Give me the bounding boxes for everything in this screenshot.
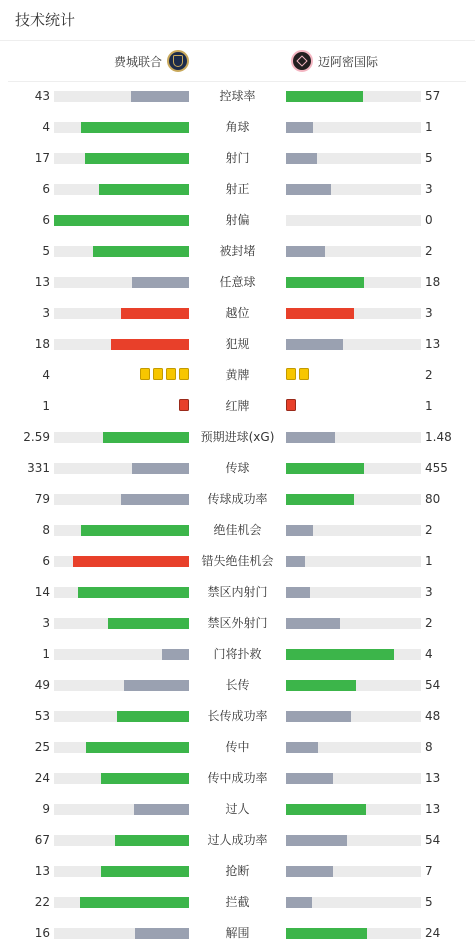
away-cards bbox=[286, 399, 296, 413]
away-stat-value: 3 bbox=[425, 306, 433, 320]
home-stat-bar-fill bbox=[85, 153, 189, 164]
yellow-card-icon bbox=[179, 368, 189, 380]
away-stat-value: 0 bbox=[425, 213, 433, 227]
home-stat-bar-fill bbox=[135, 928, 189, 939]
home-stat-bar-fill bbox=[115, 835, 189, 846]
home-stat-value: 25 bbox=[34, 740, 50, 754]
stat-row bbox=[0, 298, 475, 329]
away-stat-bar bbox=[286, 680, 421, 691]
stat-row bbox=[0, 81, 475, 112]
away-stat-bar-fill bbox=[286, 153, 317, 164]
home-stat-bar bbox=[54, 835, 189, 846]
away-stat-bar-fill bbox=[286, 618, 340, 629]
away-stat-bar-fill bbox=[286, 525, 313, 536]
home-stat-bar-fill bbox=[121, 494, 189, 505]
title-divider bbox=[0, 40, 475, 41]
home-stat-bar bbox=[54, 866, 189, 877]
yellow-card-icon bbox=[153, 368, 163, 380]
yellow-card-icon bbox=[286, 368, 296, 380]
stat-label: 抢断 bbox=[225, 864, 250, 878]
stat-label: 被封堵 bbox=[219, 244, 256, 258]
home-stat-bar bbox=[54, 184, 189, 195]
home-stat-value: 6 bbox=[42, 213, 50, 227]
home-stat-bar-fill bbox=[73, 556, 189, 567]
home-stat-bar-fill bbox=[81, 122, 189, 133]
stat-row bbox=[0, 360, 475, 391]
home-cards bbox=[140, 368, 189, 382]
stat-row bbox=[0, 856, 475, 887]
stat-row bbox=[0, 887, 475, 918]
away-stat-value: 1.48 bbox=[425, 430, 452, 444]
home-cards bbox=[179, 399, 189, 413]
home-stat-bar bbox=[54, 618, 189, 629]
away-stat-bar-fill bbox=[286, 649, 394, 660]
home-stat-bar-fill bbox=[108, 618, 189, 629]
home-stat-value: 13 bbox=[34, 275, 50, 289]
home-stat-value: 14 bbox=[34, 585, 50, 599]
home-stat-bar bbox=[54, 339, 189, 350]
away-stat-bar-fill bbox=[286, 246, 325, 257]
red-card-icon bbox=[286, 399, 296, 411]
home-stat-value: 3 bbox=[42, 616, 50, 630]
away-stat-bar bbox=[286, 618, 421, 629]
home-stat-bar-fill bbox=[131, 91, 189, 102]
stat-row bbox=[0, 825, 475, 856]
away-stat-value: 1 bbox=[425, 399, 433, 413]
stat-label: 黄牌 bbox=[225, 368, 250, 382]
away-stat-bar bbox=[286, 587, 421, 598]
stat-label: 绝佳机会 bbox=[213, 523, 262, 537]
away-stat-value: 3 bbox=[425, 182, 433, 196]
stat-row bbox=[0, 391, 475, 422]
home-stat-value: 79 bbox=[34, 492, 50, 506]
stat-label: 射偏 bbox=[225, 213, 250, 227]
away-stat-value: 2 bbox=[425, 244, 433, 258]
away-stat-value: 54 bbox=[425, 678, 441, 692]
away-stat-bar bbox=[286, 866, 421, 877]
home-stat-value: 22 bbox=[34, 895, 50, 909]
away-stat-value: 455 bbox=[425, 461, 448, 475]
stat-label: 角球 bbox=[225, 120, 250, 134]
away-stat-value: 13 bbox=[425, 337, 441, 351]
stat-row bbox=[0, 484, 475, 515]
home-stat-value: 5 bbox=[42, 244, 50, 258]
home-stat-bar-fill bbox=[111, 339, 189, 350]
home-stat-value: 6 bbox=[42, 182, 50, 196]
red-card-icon bbox=[179, 399, 189, 411]
home-stat-bar bbox=[54, 711, 189, 722]
away-stat-bar bbox=[286, 91, 421, 102]
away-stat-bar bbox=[286, 897, 421, 908]
home-stat-bar bbox=[54, 153, 189, 164]
home-stat-bar bbox=[54, 742, 189, 753]
home-stat-bar-fill bbox=[101, 866, 189, 877]
away-stat-bar-fill bbox=[286, 680, 356, 691]
home-stat-bar bbox=[54, 215, 189, 226]
away-stat-value: 48 bbox=[425, 709, 441, 723]
home-stat-bar-fill bbox=[103, 432, 189, 443]
stat-label: 拦截 bbox=[225, 895, 250, 909]
away-stat-bar-fill bbox=[286, 773, 333, 784]
away-stat-bar bbox=[286, 463, 421, 474]
stat-label: 传中成功率 bbox=[207, 771, 268, 785]
away-stat-value: 7 bbox=[425, 864, 433, 878]
away-stat-value: 2 bbox=[425, 523, 433, 537]
away-stat-bar-fill bbox=[286, 308, 354, 319]
away-stat-bar bbox=[286, 432, 421, 443]
home-stat-bar bbox=[54, 649, 189, 660]
stat-label: 错失绝佳机会 bbox=[201, 554, 274, 568]
home-stat-bar bbox=[54, 773, 189, 784]
stat-label: 控球率 bbox=[219, 89, 256, 103]
away-stat-bar bbox=[286, 153, 421, 164]
home-stat-bar bbox=[54, 432, 189, 443]
away-stat-bar bbox=[286, 494, 421, 505]
home-stat-bar-fill bbox=[80, 897, 189, 908]
home-stat-bar bbox=[54, 246, 189, 257]
away-stat-value: 4 bbox=[425, 647, 433, 661]
away-stat-value: 3 bbox=[425, 585, 433, 599]
inter-miami-logo-icon bbox=[291, 50, 313, 72]
away-stat-bar-fill bbox=[286, 494, 354, 505]
away-stat-bar-fill bbox=[286, 91, 363, 102]
home-stat-value: 331 bbox=[27, 461, 50, 475]
away-stat-bar bbox=[286, 556, 421, 567]
home-stat-value: 4 bbox=[42, 120, 50, 134]
stat-label: 长传成功率 bbox=[207, 709, 268, 723]
stat-label: 预期进球(xG) bbox=[200, 430, 275, 444]
home-stat-value: 9 bbox=[42, 802, 50, 816]
home-stat-value: 16 bbox=[34, 926, 50, 940]
home-stat-bar-fill bbox=[86, 742, 189, 753]
stat-row bbox=[0, 670, 475, 701]
home-stat-bar-fill bbox=[162, 649, 189, 660]
home-stat-value: 2.59 bbox=[23, 430, 50, 444]
away-stat-bar-fill bbox=[286, 339, 343, 350]
home-stat-bar bbox=[54, 308, 189, 319]
home-stat-bar bbox=[54, 463, 189, 474]
stat-row bbox=[0, 205, 475, 236]
home-stat-bar bbox=[54, 804, 189, 815]
away-stat-bar-fill bbox=[286, 866, 333, 877]
away-stat-bar bbox=[286, 804, 421, 815]
home-stat-bar bbox=[54, 525, 189, 536]
home-stat-bar bbox=[54, 494, 189, 505]
page-title: 技术统计 bbox=[15, 11, 76, 29]
stat-label: 禁区外射门 bbox=[207, 616, 268, 630]
stat-label: 传球成功率 bbox=[207, 492, 268, 506]
away-stat-value: 24 bbox=[425, 926, 441, 940]
away-stat-bar bbox=[286, 184, 421, 195]
stat-row bbox=[0, 267, 475, 298]
stat-row bbox=[0, 763, 475, 794]
home-stat-bar-fill bbox=[54, 215, 189, 226]
away-stat-bar-fill bbox=[286, 711, 351, 722]
stat-label: 射门 bbox=[225, 151, 250, 165]
away-stat-value: 13 bbox=[425, 802, 441, 816]
home-stat-value: 43 bbox=[34, 89, 50, 103]
home-stat-bar-fill bbox=[132, 277, 189, 288]
home-stat-value: 67 bbox=[34, 833, 50, 847]
away-stat-bar-fill bbox=[286, 556, 305, 567]
away-stat-bar-fill bbox=[286, 463, 364, 474]
away-stat-value: 1 bbox=[425, 554, 433, 568]
home-stat-bar-fill bbox=[132, 463, 189, 474]
stat-row bbox=[0, 236, 475, 267]
away-stat-bar-fill bbox=[286, 122, 313, 133]
away-stat-bar bbox=[286, 339, 421, 350]
away-stat-bar-fill bbox=[286, 928, 367, 939]
stat-label: 红牌 bbox=[225, 399, 250, 413]
stat-label: 传球 bbox=[225, 461, 250, 475]
home-stat-bar-fill bbox=[117, 711, 189, 722]
away-stat-value: 57 bbox=[425, 89, 441, 103]
stat-row bbox=[0, 608, 475, 639]
stat-row bbox=[0, 577, 475, 608]
away-stat-bar-fill bbox=[286, 897, 312, 908]
home-stat-value: 18 bbox=[34, 337, 50, 351]
away-team-header[interactable] bbox=[291, 48, 378, 74]
away-stat-value: 8 bbox=[425, 740, 433, 754]
home-stat-bar bbox=[54, 91, 189, 102]
yellow-card-icon bbox=[140, 368, 150, 380]
home-stat-bar-fill bbox=[81, 525, 189, 536]
away-team-name: 迈阿密国际 bbox=[318, 54, 379, 69]
stat-row bbox=[0, 422, 475, 453]
home-team-header[interactable] bbox=[114, 48, 189, 74]
home-stat-value: 24 bbox=[34, 771, 50, 785]
away-stat-bar bbox=[286, 122, 421, 133]
home-stat-bar-fill bbox=[121, 308, 189, 319]
home-stat-bar bbox=[54, 587, 189, 598]
away-stat-bar-fill bbox=[286, 432, 335, 443]
away-stat-bar bbox=[286, 308, 421, 319]
away-stat-bar bbox=[286, 711, 421, 722]
home-team-name: 费城联合 bbox=[113, 54, 162, 69]
stat-label: 任意球 bbox=[219, 275, 256, 289]
stat-row bbox=[0, 453, 475, 484]
stat-label: 门将扑救 bbox=[213, 647, 262, 661]
home-stat-bar bbox=[54, 122, 189, 133]
home-stat-bar bbox=[54, 277, 189, 288]
home-stat-bar-fill bbox=[93, 246, 189, 257]
stat-label: 射正 bbox=[225, 182, 250, 196]
yellow-card-icon bbox=[166, 368, 176, 380]
stat-row bbox=[0, 143, 475, 174]
away-stat-value: 5 bbox=[425, 895, 433, 909]
away-stat-bar-fill bbox=[286, 587, 310, 598]
home-stat-value: 3 bbox=[42, 306, 50, 320]
home-stat-bar-fill bbox=[134, 804, 189, 815]
stat-row bbox=[0, 918, 475, 949]
away-stat-value: 18 bbox=[425, 275, 441, 289]
away-stat-bar-fill bbox=[286, 804, 366, 815]
stat-label: 解围 bbox=[225, 926, 250, 940]
away-stat-bar bbox=[286, 215, 421, 226]
stat-label: 过人 bbox=[225, 802, 250, 816]
home-stat-value: 17 bbox=[34, 151, 50, 165]
stat-label: 犯规 bbox=[225, 337, 250, 351]
home-stat-value: 53 bbox=[34, 709, 50, 723]
stat-row bbox=[0, 701, 475, 732]
philadelphia-union-logo-icon bbox=[167, 50, 189, 72]
home-stat-value: 1 bbox=[42, 399, 50, 413]
away-stat-value: 80 bbox=[425, 492, 441, 506]
home-stat-bar bbox=[54, 680, 189, 691]
stat-label: 禁区内射门 bbox=[207, 585, 268, 599]
home-stat-bar bbox=[54, 897, 189, 908]
home-stat-bar-fill bbox=[99, 184, 189, 195]
away-stat-bar-fill bbox=[286, 742, 318, 753]
stat-label: 长传 bbox=[225, 678, 250, 692]
stat-row bbox=[0, 732, 475, 763]
stat-row bbox=[0, 174, 475, 205]
home-stat-bar bbox=[54, 928, 189, 939]
home-stat-value: 49 bbox=[34, 678, 50, 692]
away-stat-value: 13 bbox=[425, 771, 441, 785]
stat-label: 越位 bbox=[225, 306, 250, 320]
home-stat-bar-fill bbox=[101, 773, 189, 784]
stat-label: 传中 bbox=[225, 740, 250, 754]
away-stat-value: 2 bbox=[425, 368, 433, 382]
stat-row bbox=[0, 546, 475, 577]
away-stat-bar bbox=[286, 835, 421, 846]
away-stat-bar bbox=[286, 649, 421, 660]
yellow-card-icon bbox=[299, 368, 309, 380]
away-stat-value: 1 bbox=[425, 120, 433, 134]
home-stat-bar-fill bbox=[78, 587, 189, 598]
home-stat-value: 4 bbox=[42, 368, 50, 382]
home-stat-value: 13 bbox=[34, 864, 50, 878]
away-cards bbox=[286, 368, 309, 382]
home-stat-value: 6 bbox=[42, 554, 50, 568]
away-stat-value: 54 bbox=[425, 833, 441, 847]
away-stat-bar-fill bbox=[286, 835, 347, 846]
stat-label: 过人成功率 bbox=[207, 833, 268, 847]
stat-row bbox=[0, 794, 475, 825]
away-stat-bar bbox=[286, 928, 421, 939]
away-stat-bar-fill bbox=[286, 184, 331, 195]
away-stat-bar bbox=[286, 773, 421, 784]
away-stat-value: 5 bbox=[425, 151, 433, 165]
stat-row bbox=[0, 112, 475, 143]
home-stat-bar bbox=[54, 556, 189, 567]
stat-row bbox=[0, 329, 475, 360]
away-stat-bar-fill bbox=[286, 277, 364, 288]
home-stat-value: 8 bbox=[42, 523, 50, 537]
home-stat-value: 1 bbox=[42, 647, 50, 661]
away-stat-bar bbox=[286, 742, 421, 753]
away-stat-bar bbox=[286, 525, 421, 536]
away-stat-bar bbox=[286, 277, 421, 288]
away-stat-value: 2 bbox=[425, 616, 433, 630]
home-stat-bar-fill bbox=[124, 680, 189, 691]
stat-row bbox=[0, 515, 475, 546]
stat-row bbox=[0, 639, 475, 670]
away-stat-bar bbox=[286, 246, 421, 257]
